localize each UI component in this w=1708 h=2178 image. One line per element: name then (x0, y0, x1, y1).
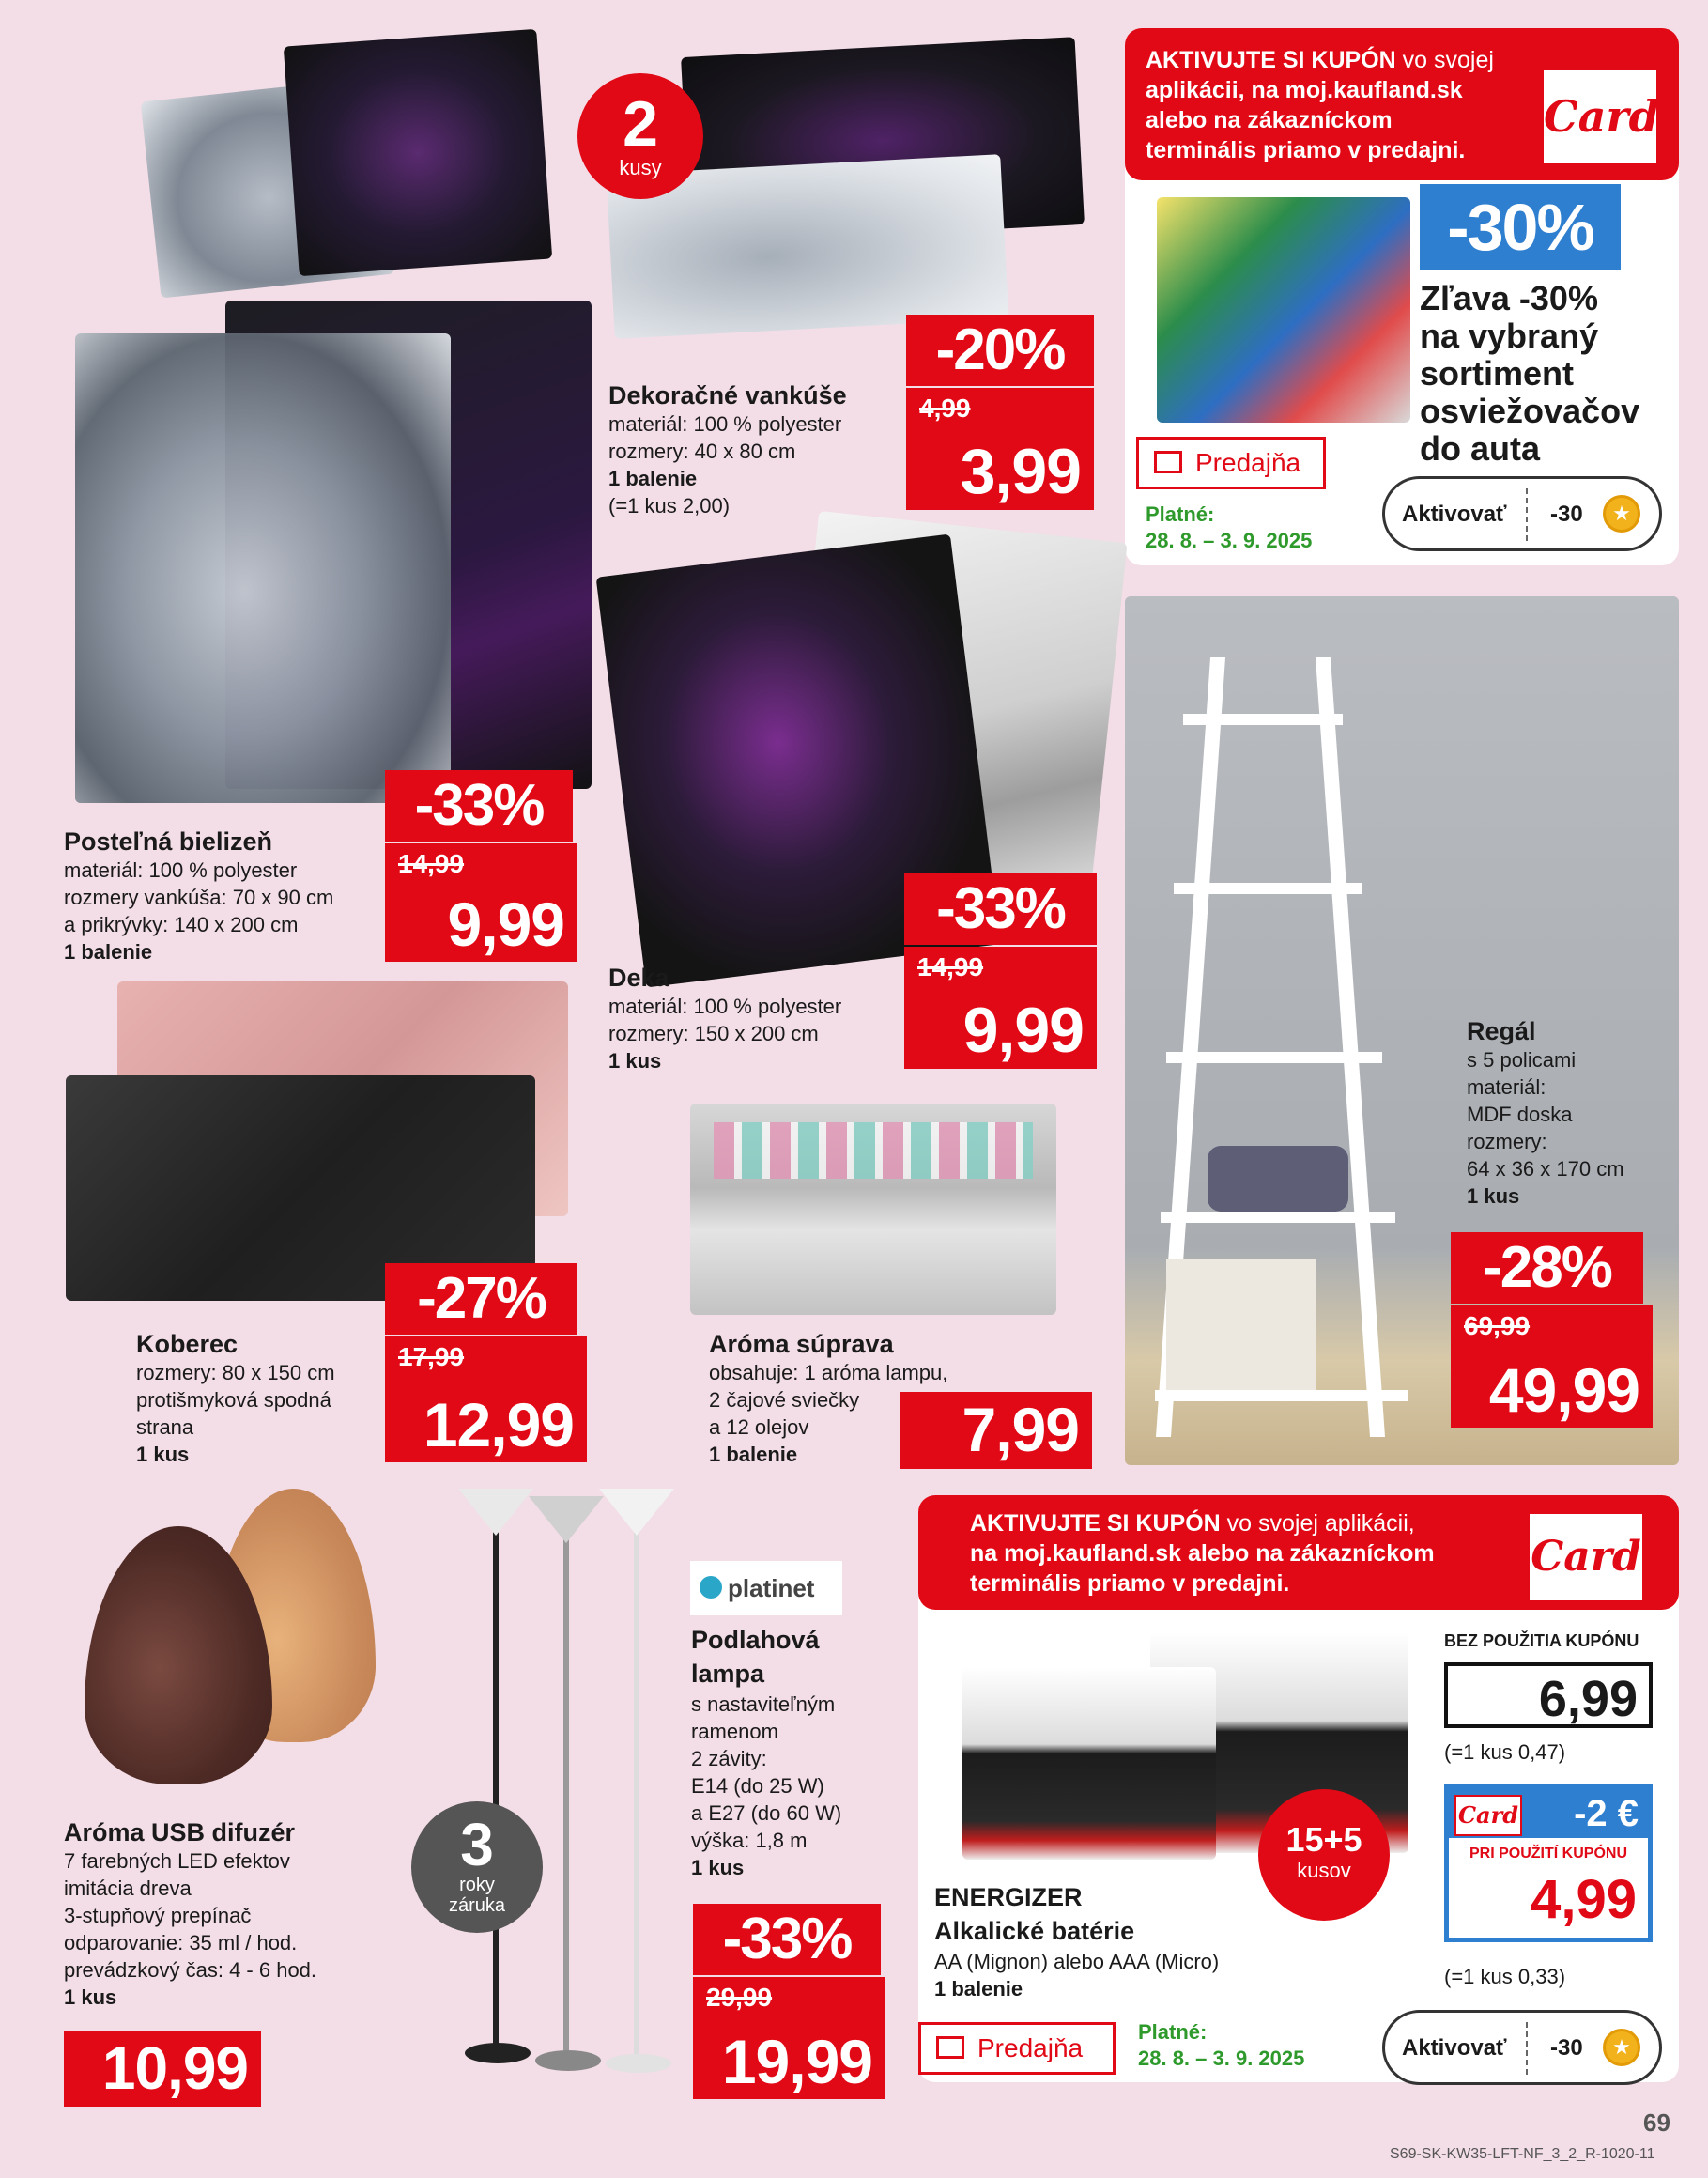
coupon1-head-line2: aplikácii, na moj.kaufland.sk (1146, 77, 1463, 103)
lamp-base (606, 2054, 671, 2073)
lamp-shade (529, 1496, 604, 1543)
diffuser-price-tag (64, 2031, 261, 2107)
rug-line: strana (136, 1415, 194, 1439)
pillows-title: Dekoračné vankúše (608, 381, 847, 409)
pillows-unit-price: (=1 kus 2,00) (608, 494, 731, 517)
diffuser-info (64, 1817, 421, 2011)
rug-info (136, 1329, 399, 1468)
pillows-count-unit: kusy (619, 156, 662, 179)
pillows-price-tag (906, 388, 1094, 510)
pillows-info (608, 380, 909, 519)
without-coupon-price: 6,99 (1538, 1671, 1638, 1727)
shelf-price-tag (1451, 1305, 1653, 1428)
shelf-basket (1166, 1259, 1316, 1390)
with-coupon-card-discount: -2 € (1574, 1793, 1639, 1834)
coupon1-validity (1146, 502, 1312, 554)
platinet-brand: platinet (728, 1574, 815, 1602)
coupon1-desc-line: osviežovačov (1420, 392, 1640, 430)
lamp-old-price: 29,99 (706, 1983, 773, 2012)
blanket-discount: -33% (904, 873, 1097, 945)
store-icon (1154, 451, 1182, 473)
lamp-line: výška: 1,8 m (691, 1829, 808, 1852)
bedding-line: rozmery vankúša: 70 x 90 cm (64, 886, 334, 909)
lamp-warranty-number: 3 (460, 1811, 494, 1878)
batteries-info (934, 1880, 1347, 2002)
coupon2-validity (1138, 2019, 1304, 2072)
coupon1-product-photo (1157, 197, 1410, 423)
shelf-discount: -28% (1451, 1232, 1643, 1304)
coupon2-head-bold: AKTIVUJTE SI KUPÓN (970, 1510, 1221, 1537)
lamp-photo (394, 1479, 676, 2071)
aroma-set-line: a 12 olejov (709, 1415, 809, 1439)
bedding-qty: 1 balenie (64, 940, 153, 964)
pillows-line: rozmery: 40 x 80 cm (608, 440, 796, 463)
lamp-info (691, 1623, 898, 1881)
blanket-line: materiál: 100 % polyester (608, 995, 842, 1018)
lamp-price-tag (693, 1977, 885, 2099)
aroma-set-line: obsahuje: 1 aróma lampu, (709, 1361, 948, 1384)
batteries-line: AA (Mignon) alebo AAA (Micro) (934, 1950, 1220, 1973)
coupon2-head-line2: na moj.kaufland.sk alebo na zákazníckom (970, 1540, 1435, 1567)
coupon1-head-rest: vo svojej (1395, 47, 1494, 73)
diffuser-line: imitácia dreva (64, 1877, 192, 1900)
coupon2-head-line3: terminális priamo v predajni. (970, 1570, 1290, 1597)
blanket-qty: 1 kus (608, 1049, 662, 1073)
lamp-qty: 1 kus (691, 1856, 745, 1879)
coupon1-head-bold: AKTIVUJTE SI KUPÓN (1146, 47, 1396, 73)
lamp-title: Podlahová (691, 1626, 820, 1654)
shelf-line: materiál: (1467, 1075, 1546, 1099)
rug-title: Koberec (136, 1330, 239, 1358)
shelf-frame (1155, 657, 1437, 1437)
coupon2-activate-button[interactable] (1382, 2010, 1662, 2085)
pillow-photo-small-black (284, 29, 552, 276)
with-coupon-unit: (=1 kus 0,33) (1444, 1965, 1566, 1988)
bedding-discount: -33% (385, 770, 573, 842)
coupon2-card-logo: Card (1526, 1510, 1646, 1604)
coupon1-head-line4: terminális priamo v predajni. (1146, 137, 1466, 163)
with-coupon-label: PRI POUŽITÍ KUPÓNU (1469, 1846, 1627, 1861)
coupon1-store-label: Predajňa (1195, 448, 1301, 477)
batteries-pack-number: 15+5 (1285, 1820, 1362, 1859)
aroma-set-price: 7,99 (962, 1395, 1079, 1464)
lamp-discount: -33% (693, 1904, 881, 1975)
lamp-line: 2 závity: (691, 1747, 767, 1770)
lamp-warranty-line1: roky (459, 1875, 495, 1895)
blanket-line: rozmery: 150 x 200 cm (608, 1022, 819, 1045)
bedding-price-tag (385, 843, 577, 962)
coupon1-card-logo: Card (1540, 66, 1660, 167)
diffuser-line: odparovanie: 35 ml / hod. (64, 1931, 298, 1954)
coupon1-valid-dates: 28. 8. – 3. 9. 2025 (1146, 529, 1313, 552)
aroma-set-title: Aróma súprava (709, 1330, 894, 1358)
diffuser-price: 10,99 (101, 2034, 248, 2102)
coupon1-activate-label: Aktivovať (1402, 502, 1507, 527)
shelf-old-price: 69,99 (1464, 1311, 1531, 1340)
aroma-set-price-tag (900, 1392, 1092, 1469)
shelf-line: 64 x 36 x 170 cm (1467, 1157, 1624, 1181)
blanket-info (608, 963, 909, 1074)
rug-line: rozmery: 80 x 150 cm (136, 1361, 335, 1384)
lamp-pole (634, 1522, 639, 2066)
diffuser-title: Aróma USB difuzér (64, 1818, 296, 1846)
coupon1-desc-line: Zľava -30% (1420, 279, 1598, 317)
aroma-set-qty: 1 balenie (709, 1443, 798, 1466)
diffuser-qty: 1 kus (64, 1985, 117, 2009)
lamp-base (465, 2043, 531, 2063)
shelf-leg (1316, 657, 1385, 1437)
coupon1-activate-value: -30 (1550, 502, 1583, 527)
bedding-line: materiál: 100 % polyester (64, 858, 298, 882)
with-coupon-header (1449, 1789, 1648, 1838)
shelf-title: Regál (1467, 1017, 1536, 1045)
pillows-line: materiál: 100 % polyester (608, 412, 842, 436)
lamp-pole (493, 1526, 499, 2052)
without-coupon-label: BEZ POUŽITIA KUPÓNU (1444, 1631, 1639, 1650)
blanket-price-tag (904, 947, 1097, 1069)
diffuser-line: prevádzkový čas: 4 - 6 hod. (64, 1958, 317, 1982)
lamp-price: 19,99 (721, 2027, 872, 2096)
coupon1-head-line3: alebo na zákazníckom (1146, 107, 1393, 133)
lamp-shade (599, 1489, 674, 1536)
coupon1-valid-label: Platné: (1146, 502, 1215, 526)
lamp-warranty-line2: záruka (448, 1895, 506, 1916)
pillows-count-badge (577, 73, 703, 199)
shelf-qty: 1 kus (1467, 1184, 1520, 1208)
blanket-price: 9,99 (962, 995, 1084, 1066)
diffuser-line: 7 farebných LED efektov (64, 1849, 290, 1873)
blanket-title: Deka (608, 964, 669, 992)
lamp-line: E14 (do 25 W) (691, 1774, 824, 1798)
bedding-line: a prikrývky: 140 x 200 cm (64, 913, 299, 936)
pillows-qty: 1 balenie (608, 467, 698, 490)
shelf-line: MDF doska (1467, 1103, 1573, 1126)
divider (1526, 488, 1528, 541)
shelf-info (1467, 1016, 1673, 1210)
batteries-brand: ENERGIZER (934, 1883, 1083, 1911)
blanket-old-price: 14,99 (917, 952, 984, 981)
page-code: S69-SK-KW35-LFT-NF_3_2_R-1020-11 (1390, 2146, 1655, 2162)
shelf-towel (1208, 1146, 1348, 1212)
lamp-warranty-badge (411, 1801, 543, 1933)
pillows-old-price: 4,99 (919, 394, 971, 423)
coin-icon: ★ (1603, 495, 1640, 533)
divider (1526, 2022, 1528, 2075)
lamp-base (535, 2050, 601, 2071)
shelf-price: 49,99 (1488, 1355, 1639, 1425)
page-number: 69 (1643, 2108, 1670, 2137)
coupon2-store-label: Predajňa (977, 2033, 1084, 2062)
rug-discount: -27% (385, 1263, 577, 1335)
bedding-old-price: 14,99 (398, 849, 465, 878)
coupon2-activate-value: -30 (1550, 2035, 1583, 2061)
store-icon (936, 2036, 964, 2059)
bedding-title: Posteľná bielizeň (64, 827, 272, 856)
coupon1-discount: -30% (1420, 184, 1621, 270)
lamp-title: lampa (691, 1660, 765, 1688)
coupon1-desc-line: na vybraný (1420, 317, 1599, 355)
coupon2-activate-label: Aktivovať (1402, 2035, 1507, 2061)
lamp-line: a E27 (do 60 W) (691, 1801, 842, 1825)
coupon1-store-button[interactable] (1136, 437, 1326, 489)
rug-qty: 1 kus (136, 1443, 190, 1466)
coupon2-head-rest: vo svojej aplikácii, (1220, 1510, 1415, 1537)
coupon1-desc-line: do auta (1420, 429, 1541, 468)
aroma-set-bottles (714, 1122, 1033, 1179)
pillows-count-number: 2 (623, 88, 658, 160)
bedding-price: 9,99 (447, 889, 564, 959)
bedding-photo-front (75, 333, 451, 803)
rug-old-price: 17,99 (398, 1342, 465, 1371)
with-coupon-box (1444, 1784, 1653, 1942)
shelf-line: rozmery: (1467, 1130, 1547, 1153)
coupon2-valid-dates: 28. 8. – 3. 9. 2025 (1138, 2047, 1305, 2070)
coupon2-store-button[interactable] (918, 2022, 1116, 2075)
rug-line: protišmyková spodná (136, 1388, 331, 1412)
rug-price-tag (385, 1336, 587, 1462)
batteries-qty: 1 balenie (934, 1977, 1023, 2000)
lamp-pole (563, 1526, 569, 2062)
lamp-line: ramenom (691, 1720, 778, 1743)
coupon1-description (1420, 280, 1639, 468)
bedding-info (64, 826, 383, 965)
without-coupon-unit: (=1 kus 0,47) (1444, 1740, 1566, 1764)
platinet-icon (700, 1576, 722, 1599)
pillows-discount: -20% (906, 315, 1094, 386)
coupon1-desc-line: sortiment (1420, 354, 1575, 393)
coupon2-valid-label: Platné: (1138, 2020, 1208, 2044)
coupon1-activate-button[interactable] (1382, 476, 1662, 551)
lamp-shade (458, 1489, 533, 1536)
rug-price: 12,99 (423, 1390, 574, 1460)
coin-icon: ★ (1603, 2029, 1640, 2066)
without-coupon-price-box (1444, 1662, 1653, 1728)
pillows-price: 3,99 (960, 436, 1081, 507)
shelf-line: s 5 policami (1467, 1048, 1577, 1072)
batteries-pack-unit: kusov (1297, 1859, 1351, 1882)
diffuser-line: 3-stupňový prepínač (64, 1904, 252, 1927)
platinet-logo (690, 1561, 842, 1615)
batteries-photo-front (962, 1667, 1216, 1860)
with-coupon-price: 4,99 (1531, 1869, 1637, 1930)
with-coupon-card-icon: Card (1454, 1795, 1522, 1836)
lamp-line: s nastaviteľným (691, 1692, 836, 1716)
batteries-title: Alkalické batérie (934, 1917, 1135, 1945)
aroma-set-line: 2 čajové sviečky (709, 1388, 860, 1412)
